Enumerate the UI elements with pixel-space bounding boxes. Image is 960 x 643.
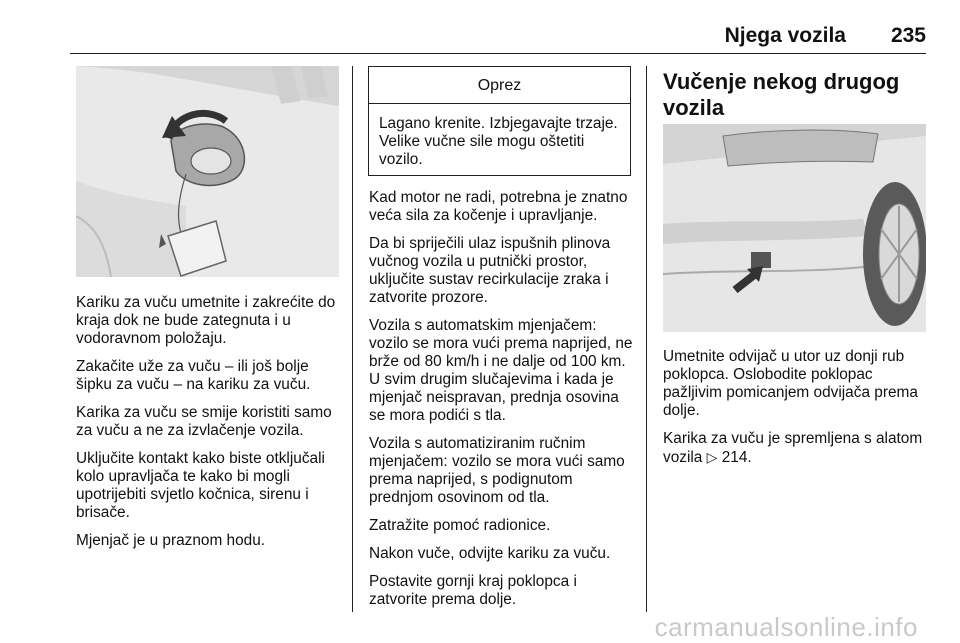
reference-arrow-icon: ▷ xyxy=(706,449,718,465)
watermark: carmanualsonline.info xyxy=(654,612,918,642)
section-title: Njega vozila xyxy=(724,24,846,47)
paragraph: Umetnite odvijač u utor uz donji rub poklopca. Oslobodite poklopac pažljivim pomicanjem odvijača prema dolje. xyxy=(663,348,918,419)
paragraph-with-reference xyxy=(663,430,927,467)
tow-eye-illustration xyxy=(76,66,339,277)
caution-text: Lagano krenite. Izbjegavajte trzaje. Velike vučne sile mogu oštetiti vozilo. xyxy=(379,115,618,168)
paragraph: Kariku za vuču umetnite i zakrećite do kraja dok ne bude zategnuta i u vodoravnom položaju. xyxy=(76,294,336,347)
rear-bumper-illustration xyxy=(663,124,926,332)
paragraph: Uključite kontakt kako biste otključali kolo upravljača te kako bi mogli upotrijebiti svjetlo kočnica, sirenu i brisače. xyxy=(76,450,325,521)
middle-column-text xyxy=(369,189,639,619)
caution-title: Oprez xyxy=(369,67,630,104)
paragraph: Mjenjač je u praznom hodu. xyxy=(76,532,266,549)
paragraph: Zakačite uže za vuču – ili još bolje šipku za vuču – na kariku za vuču. xyxy=(76,358,311,393)
column-divider-2 xyxy=(646,66,647,612)
paragraph: Da bi spriječili ulaz ispušnih plinova vučnog vozila u putnički prostor, uključite sustav recirkulacije zraka i zatvorite prozore. xyxy=(369,235,611,306)
paragraph: Vozila s automatskim mjenjačem: vozilo se mora vući prema naprijed, ne brže od 80 km/h i ne dalje od 100 km. U svim drugim slučajevima i kada je mjenjač neispravan, prednja osovina se mora podići s tla. xyxy=(369,317,633,424)
section-heading: Vučenje nekog drugog vozila xyxy=(663,69,900,120)
right-column-text xyxy=(663,348,927,477)
paragraph: Zatražite pomoć radionice. xyxy=(369,517,551,534)
left-column-text xyxy=(76,294,346,560)
paragraph: Nakon vuče, odvijte kariku za vuču. xyxy=(369,545,611,562)
paragraph: Postavite gornji kraj poklopca i zatvorite prema dolje. xyxy=(369,573,577,608)
page-number: 235 xyxy=(890,24,926,47)
paragraph: Vozila s automatiziranim ručnim mjenjačem: vozilo se mora vući samo prema naprijed, s podignutom prednjom osovinom od tla. xyxy=(369,435,625,506)
caution-box xyxy=(368,66,631,176)
paragraph: Karika za vuču se smije koristiti samo za vuču a ne za izvlačenje vozila. xyxy=(76,404,332,439)
paragraph: Kad motor ne radi, potrebna je znatno veća sila za kočenje i upravljanje. xyxy=(369,189,628,224)
page-header xyxy=(70,14,926,54)
column-divider-1 xyxy=(352,66,353,612)
page-reference-link[interactable]: 214. xyxy=(721,449,752,466)
paragraph-text: Karika za vuču je spremljena s alatom vozila xyxy=(663,430,923,466)
